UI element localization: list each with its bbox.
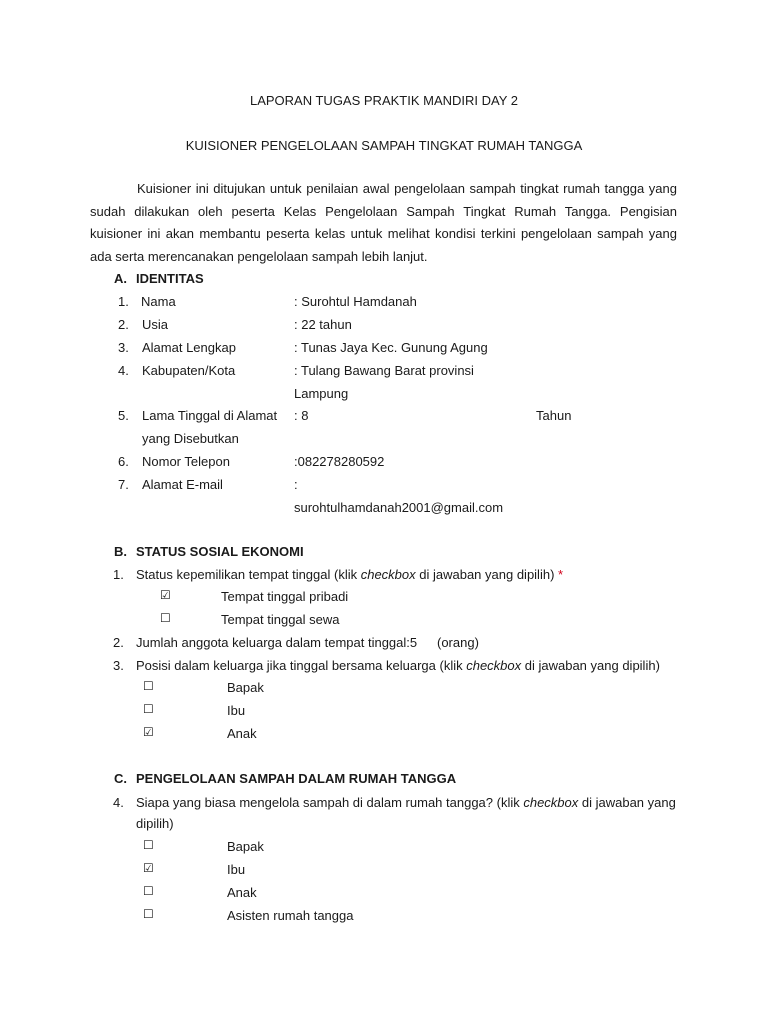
option-label: Anak — [227, 885, 257, 900]
question-4-text: Siapa yang biasa mengelola sampah di dalam rumah tangga? (klik checkbox di jawaban yang — [136, 795, 676, 810]
checkbox-empty-icon[interactable]: ☐ — [143, 838, 154, 852]
identity-label-phone: Nomor Telepon — [142, 454, 230, 469]
identity-value-duration: : 8 — [294, 408, 309, 423]
section-c-letter: C. — [114, 771, 127, 786]
option-label: Asisten rumah tangga — [227, 908, 354, 923]
identity-label-address: Alamat Lengkap — [142, 340, 236, 355]
identity-num: 1. — [118, 294, 129, 309]
identity-label-age: Usia — [142, 317, 169, 332]
identity-value-address: : Tunas Jaya Kec. Gunung Agung — [294, 340, 488, 355]
identity-num: 7. — [118, 477, 129, 492]
identity-num: 5. — [118, 408, 129, 423]
section-a-title: IDENTITAS — [136, 271, 204, 286]
identity-label-duration: Lama Tinggal di Alamat — [142, 408, 278, 423]
document-title: LAPORAN TUGAS PRAKTIK MANDIRI DAY 2 — [249, 93, 518, 108]
identity-label-regency: Kabupaten/Kota — [142, 363, 236, 378]
section-b-letter: B. — [114, 544, 127, 559]
section-a-letter: A. — [114, 271, 127, 286]
question-num: 4. — [113, 795, 124, 810]
question-num: 3. — [113, 658, 124, 673]
checkbox-empty-icon[interactable]: ☐ — [143, 884, 154, 898]
identity-num: 4. — [118, 363, 129, 378]
question-4-text-cont: dipilih) — [136, 816, 174, 831]
checkbox-empty-icon[interactable]: ☐ — [143, 679, 154, 693]
identity-num: 3. — [118, 340, 129, 355]
identity-value-age: : 22 tahun — [294, 317, 352, 332]
question-1-text: Status kepemilikan tempat tinggal (klik checkbox di jawaban yang dipilih) * — [136, 567, 564, 582]
required-mark: * — [558, 567, 564, 582]
option-label: Anak — [227, 726, 257, 741]
option-label: Bapak — [227, 839, 264, 854]
document-subtitle: KUISIONER PENGELOLAAN SAMPAH TINGKAT RUMAH TANGGA — [185, 138, 583, 153]
option-label: Ibu — [227, 862, 246, 877]
identity-num: 2. — [118, 317, 129, 332]
identity-label-name: Nama — [141, 294, 176, 309]
question-3-text: Posisi dalam keluarga jika tinggal bersama keluarga (klik checkbox di jawaban yang dipilih) — [136, 658, 660, 673]
checkbox-empty-icon[interactable]: ☐ — [143, 907, 154, 921]
identity-value-phone: :082278280592 — [294, 454, 385, 469]
section-b-title: STATUS SOSIAL EKONOMI — [136, 544, 304, 559]
checkbox-checked-icon[interactable]: ☑ — [143, 725, 154, 739]
section-c-title: PENGELOLAAN SAMPAH DALAM RUMAH TANGGA — [136, 771, 457, 786]
question-2-unit: (orang) — [437, 635, 479, 650]
identity-unit-duration: Tahun — [536, 408, 572, 423]
question-num: 1. — [113, 567, 124, 582]
checkbox-empty-icon[interactable]: ☐ — [160, 611, 171, 625]
identity-label-email: Alamat E-mail — [142, 477, 223, 492]
identity-value-name: : Surohtul Hamdanah — [294, 294, 417, 309]
option-label: Ibu — [227, 703, 246, 718]
option-label: Tempat tinggal sewa — [221, 612, 340, 627]
checkbox-checked-icon[interactable]: ☑ — [143, 861, 154, 875]
identity-value-regency: : Tulang Bawang Barat provinsi — [294, 363, 474, 378]
identity-value-regency-cont: Lampung — [294, 386, 349, 401]
identity-value-email-colon: : — [294, 477, 298, 492]
question-2-text: Jumlah anggota keluarga dalam tempat tinggal:5 — [136, 635, 418, 650]
option-label: Bapak — [227, 680, 264, 695]
option-label: Tempat tinggal pribadi — [221, 589, 349, 604]
intro-text: Kuisioner ini ditujukan untuk penilaian awal pengelolaan sampah tingkat rumah tangga yang sudah dilakukan oleh peserta Kelas Pengelolaan Sampah Tingkat Rumah Tangga. Pengisian kuisioner ini akan membantu peserta kelas untuk melihat kondisi terkini pengelolaan sampah yang ada serta merencanakan pengelolaan sampah lebih lanjut. — [90, 181, 677, 264]
identity-num: 6. — [118, 454, 129, 469]
checkbox-checked-icon[interactable]: ☑ — [160, 588, 171, 602]
checkbox-empty-icon[interactable]: ☐ — [143, 702, 154, 716]
identity-label-duration-cont: yang Disebutkan — [142, 431, 239, 446]
question-num: 2. — [113, 635, 124, 650]
intro-paragraph — [90, 178, 677, 268]
identity-value-email: surohtulhamdanah2001@gmail.com — [294, 500, 504, 515]
